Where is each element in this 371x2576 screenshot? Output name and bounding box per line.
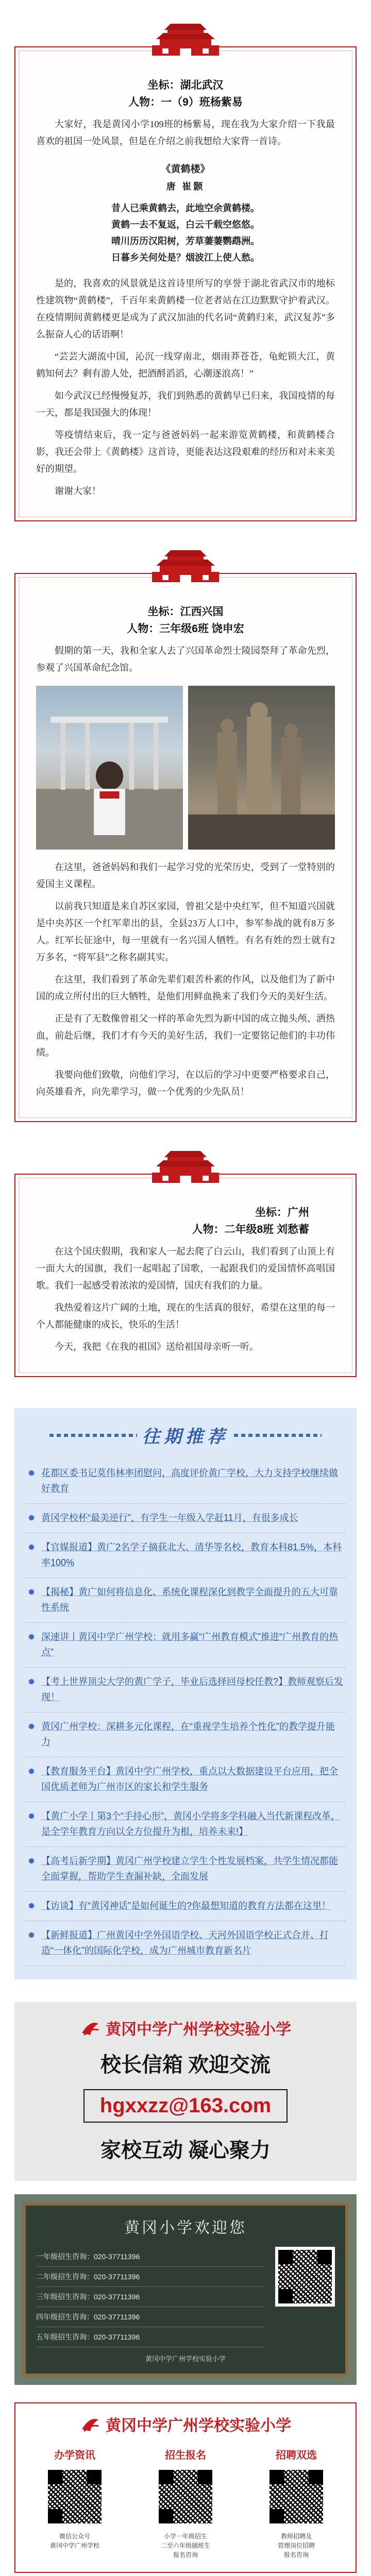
col-caption: 小学一年级招生 二至六年级插班生 报名咨询 — [160, 2533, 210, 2559]
col-label: 办学资讯 — [54, 2450, 95, 2462]
title-divider — [234, 1434, 322, 1437]
qr-code-icon[interactable] — [156, 2467, 215, 2527]
board-row: 一年级招生咨询：020-37711396 — [36, 2247, 265, 2267]
school-name: 黄冈中学广州学校实验小学 — [106, 2417, 291, 2435]
poem-line: 昔人已乘黄鹤去，此地空余黄鹤楼。 — [111, 203, 260, 214]
paragraph: 我热爱着这片广阔的土地，现在的生活真的很好，希望在这里的每一个人都能健康的成长，快乐的生活！ — [36, 1302, 335, 1330]
school-logo-icon — [80, 2018, 100, 2038]
recommend-section — [14, 1408, 357, 1979]
recommend-link-text: 深速讲丨黄冈中学广州学校：就用多赢“广州教育模式”推进“广州教育的热点” — [41, 1632, 338, 1658]
bullet-icon — [28, 1588, 35, 1596]
board-grid — [36, 2247, 335, 2347]
article-wuhan — [14, 46, 357, 521]
col-caption: 微信公众号 黄冈中学广州学校 — [49, 2533, 99, 2550]
recommend-link[interactable] — [26, 1459, 345, 1504]
board-row: 三年级招生咨询：020-37711396 — [36, 2287, 265, 2307]
recommend-link-text: 【官媒报道】黄广2名学子摘获北大、清华等名校，教育本科81.5%，本科率100% — [41, 1542, 342, 1568]
article-card — [14, 46, 357, 521]
footer-brand — [26, 2413, 345, 2435]
paragraph: “芸芸大湖流中国，沁沉一线穿南北，烟雨莽苍苍，龟蛇锁大江，黄鹤知何去？剩有游人处，把酒酹滔滔，心潮逐浪高！” — [36, 351, 335, 379]
poem-line: 晴川历历汉阳树，芳草萋萋鹦鹉洲。 — [111, 236, 260, 247]
article-card — [14, 573, 357, 1122]
poem-title: 《黄鹤楼》 — [161, 164, 210, 175]
board-caption: 黄冈中学广州学校实验小学 — [145, 2355, 226, 2363]
recommend-link-text: 【教育服务平台】黄冈中学广州学校，重点以大数据建设平台应用，把全国优质老师为广州市区的家长和学生服务 — [41, 1766, 338, 1792]
bullet-icon — [28, 1857, 35, 1865]
school-brand — [35, 2016, 336, 2039]
principal-mailbox — [14, 2002, 357, 2181]
article-card — [14, 1174, 357, 1377]
tiananmen-icon — [147, 1147, 224, 1184]
bullet-icon — [28, 1544, 35, 1551]
person-label: 人物：二年级8班 刘愁蓄 — [192, 1223, 309, 1235]
board-title: 黄冈小学欢迎您 — [124, 2219, 247, 2237]
qr-code-icon[interactable] — [266, 2467, 326, 2527]
photo-row — [36, 686, 335, 850]
location-label: 坐标：江西兴国 — [147, 606, 224, 618]
qr-code-icon[interactable] — [45, 2467, 105, 2527]
recommend-link-text: 【高考后新学期】黄冈广州学校建立学生个性发展档案，共学生情况都能全面掌握，帮助学生查漏补缺，全面发展 — [41, 1856, 338, 1882]
paragraph: 是的，我喜欢的风景就是这首诗里所写的享誉于湖北省武汉市的地标性建筑物“黄鹤楼”，千百年来黄鹤楼一位老者站在江边默默守护着武汉。在疫情期间黄鹤楼更是成为了武汉加油的代名词“黄鹤归来，武汉复苏”多么振奋人心的话语啊！ — [36, 278, 335, 340]
tiananmen-icon — [147, 546, 224, 583]
board-row: 四年级招生咨询：020-37711396 — [36, 2307, 265, 2327]
mailbox-title: 校长信箱 欢迎交流 — [100, 2053, 271, 2077]
recommend-link[interactable] — [26, 1713, 345, 1757]
bullet-icon — [28, 1514, 35, 1521]
qr-code-icon[interactable] — [275, 2247, 335, 2307]
col-caption: 教师招聘及 管理岗位招聘 报名咨询 — [277, 2533, 315, 2559]
tiananmen-icon — [147, 20, 224, 57]
recommend-link[interactable] — [26, 1921, 345, 1966]
recommend-link[interactable] — [26, 1757, 345, 1802]
bullet-icon — [28, 1723, 35, 1730]
paragraph: 如今武汉已经慢慢复苏，我们到熟悉的黄鹤早已归来，我国疫情的每一天，都是我国强大的体现！ — [36, 391, 335, 418]
recommend-link-text: 花都区委书记莫伟林率团慰问，高度评价黄广学校，大力支持学校继续做好教育 — [41, 1468, 338, 1494]
person-label: 人物：一（9）班杨紫易 — [128, 96, 243, 108]
footer-col-news — [26, 2447, 124, 2560]
bullet-icon — [28, 1812, 35, 1820]
article-header — [36, 1205, 335, 1238]
recommend-link-text: 【揭秘】黄广如何将信息化、系统化课程深化到教学全面提升的五大可靠性系统 — [41, 1587, 338, 1613]
contact-board — [14, 2194, 357, 2385]
article-header — [36, 604, 335, 637]
recommend-title — [26, 1422, 345, 1448]
school-name: 黄冈中学广州学校实验小学 — [106, 2021, 291, 2039]
paragraph: 在这里，我们看到了革命先辈们艰苦朴素的作风，以及他们为了新中国的成立所付出的巨大牺牲，是他们用鲜血换来了我们今天的美好生活。 — [36, 974, 335, 1002]
article-guangzhou — [14, 1174, 357, 1377]
location-label: 坐标：广州 — [255, 1207, 309, 1219]
paragraph: 假期的第一天，我和全家人去了兴国革命烈士陵园祭拜了革命先烈，参观了兴国革命纪念馆。 — [36, 646, 335, 673]
paragraph: 以前我只知道是来自苏区家园，曾祖父是中央红军，但不知道兴国就是中央苏区一个红军辈出的县，全县23万人口中，参军参战的就有8万多人。红军长征途中，每一里就有一名兴国人牺牲。有名有姓的烈士就有2万多名，“将军县”之称名副其实。 — [36, 901, 335, 963]
bullet-icon — [28, 1768, 35, 1775]
paragraph: 大家好，我是黄冈小学109班的杨紫易，现在我为大家介绍一下我最喜欢的祖国一处风景，但是在介绍之前我想给大家背一首诗。 — [36, 119, 335, 147]
recommend-link[interactable] — [26, 1578, 345, 1623]
recommend-link[interactable] — [26, 1892, 345, 1921]
paragraph: 正是有了无数像曾祖父一样的革命先烈为新中国的成立抛头颅、洒热血，前赴后继，我们才有今天的美好生活，我们一定要铭记他们的丰功伟绩。 — [36, 1013, 335, 1058]
chalkboard — [23, 2202, 348, 2377]
footer-col-jobs — [247, 2447, 345, 2560]
recommend-link[interactable] — [26, 1533, 345, 1578]
board-row: 五年级招生咨询：020-37711396 — [36, 2327, 265, 2347]
bullet-icon — [28, 1931, 35, 1939]
paragraph: 在这里，爸爸妈妈和我们一起学习党的光荣历史，受到了一堂特别的爱国主义课程。 — [36, 862, 335, 890]
recommend-link[interactable] — [26, 1847, 345, 1892]
school-logo-icon — [80, 2414, 100, 2434]
bullet-icon — [28, 1678, 35, 1685]
article-header — [36, 77, 335, 111]
paragraph: 今天，我把《在我的祖国》送给祖国母亲听一听。 — [55, 1342, 259, 1352]
footer — [14, 2402, 357, 2573]
footer-col-enroll — [137, 2447, 234, 2560]
paragraph: 在这个国庆假期，我和家人一起去爬了白云山，我们看到了山顶上有一面大大的国旗，我们一起唱起了国歌，一起跟我们的爱国情怀高唱国歌。我们一起感受着浓浓的爱国情，国庆有我们的力量。 — [36, 1246, 335, 1291]
poem-author: 唐 崔颢 — [166, 181, 205, 192]
photo-red-army-statue — [188, 686, 335, 850]
recommend-link[interactable] — [26, 1668, 345, 1713]
recommend-link[interactable] — [26, 1623, 345, 1668]
recommend-link[interactable] — [26, 1504, 345, 1533]
col-label: 招生报名 — [165, 2450, 206, 2462]
recommend-link-text: 【新鲜报道】广州黄冈中学外国语学校、天河外国语学校正式合并、打造“一体化”的国际化学校，成为广州城市教育新名片 — [41, 1930, 329, 1956]
poem-line: 黄鹤一去不复返，白云千载空悠悠。 — [111, 219, 260, 230]
recommend-link-text: 【访谈】有“黄冈神话”是如何诞生的?你最想知道的教育方法都在这里！ — [41, 1901, 331, 1911]
paragraph: 等疫情结束后，我一定与爸爸妈妈一起来游览黄鹤楼，和黄鹤楼合影，我还会带上《黄鹤楼》这首诗，更能表达这段艰难的经历和对未来美好的期望。 — [36, 430, 335, 474]
photo-boy-at-memorial — [36, 686, 183, 850]
paragraph: 谢谢大家！ — [55, 486, 101, 497]
article-xingguo — [14, 573, 357, 1122]
recommend-link-text: 黄冈广州学校：深耕多元化课程，在“重视学生培养个性化”的教学提升能力 — [41, 1721, 335, 1748]
board-row: 二年级招生咨询：020-37711396 — [36, 2267, 265, 2287]
board-list — [36, 2247, 265, 2347]
title-divider — [49, 1434, 137, 1437]
paragraph: 我要向他们致敬，向他们学习，在以后的学习中更要严格要求自己，向英雄看齐，向先辈学习，做一个优秀的少先队员！ — [36, 1070, 335, 1097]
bullet-icon — [28, 1633, 35, 1640]
recommend-link-text: 黄冈学校杯“最美逆行”，有学生一年级入学赶11月，有很多成长 — [41, 1513, 298, 1523]
footer-columns — [26, 2447, 345, 2560]
slogan: 家校互动 凝心聚力 — [100, 2139, 271, 2162]
email-link[interactable]: hgxxzz@163.com — [83, 2089, 288, 2123]
recommend-link-text: 【考上世界顶尖大学的黄广学子，毕业后选择回母校任教?】教师观察后发现！ — [41, 1676, 344, 1703]
col-label: 招聘双选 — [276, 2450, 317, 2462]
recommend-link[interactable] — [26, 1802, 345, 1847]
bullet-icon — [28, 1469, 35, 1477]
person-label: 人物：三年级6班 饶申宏 — [127, 622, 244, 635]
recommend-link-text: 【黄广小学丨第3个“手持心形”，黄冈小学将多学科融入当代新课程改革，是全学年教育方向以全方位提升为根，培养未来!】 — [41, 1811, 340, 1837]
recommend-title-text: 往期推荐 — [142, 1427, 229, 1447]
poem-line: 日暮乡关何处是？烟波江上使人愁。 — [111, 252, 260, 263]
location-label: 坐标：湖北武汉 — [147, 79, 224, 91]
bullet-icon — [28, 1902, 35, 1909]
